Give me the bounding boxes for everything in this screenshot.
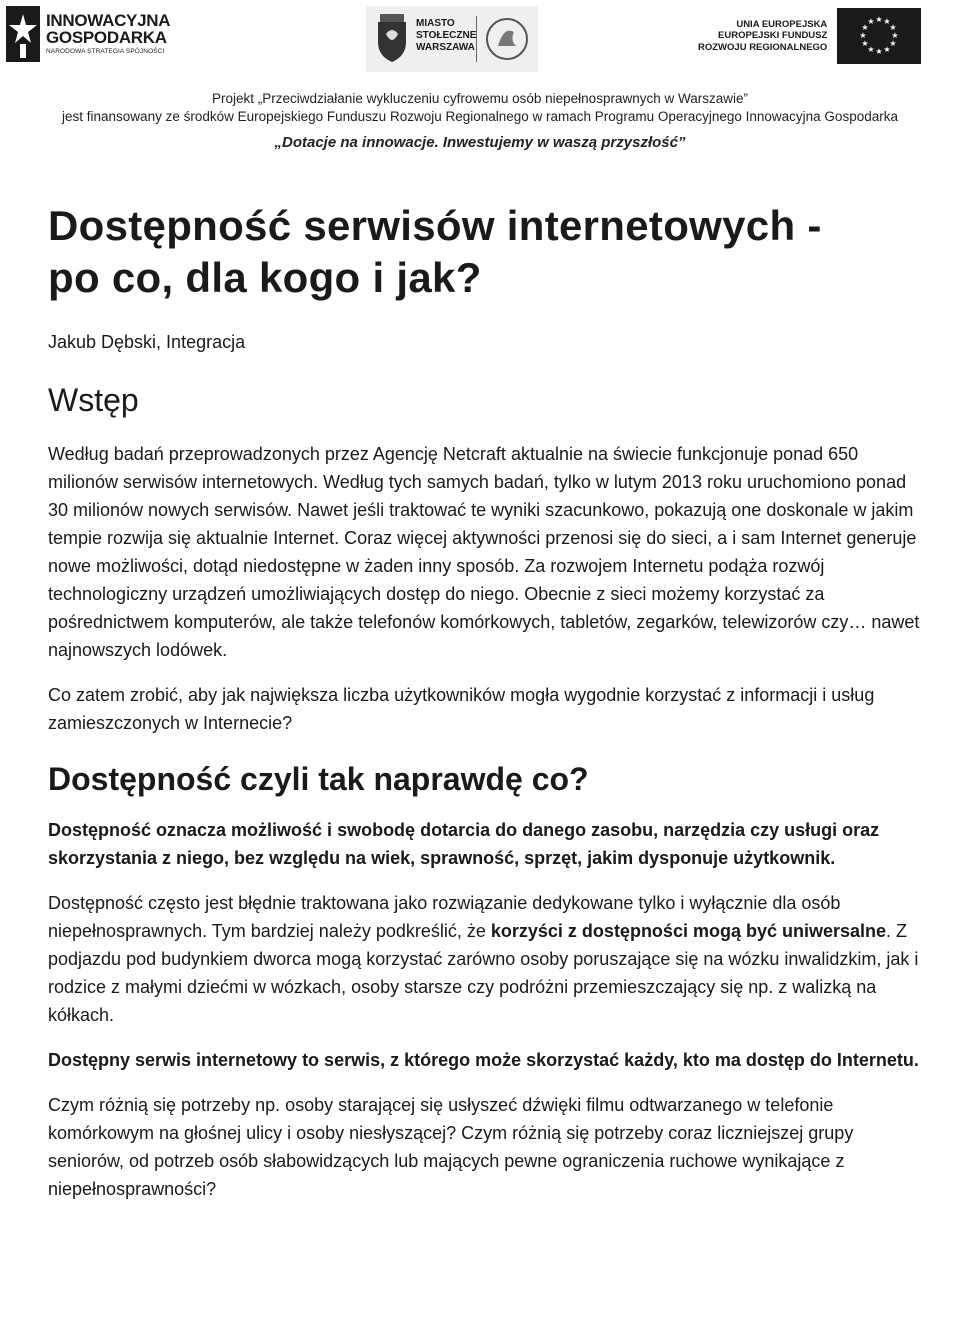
paragraph-needs: Czym różnią się potrzeby np. osoby starającej się usłyszeć dźwięki filmu odtwarzanego w telefonie komórkowym na głośnej ulicy i osoby niesłyszącej? Czym różnią się potrzeby coraz liczniejszej grupy seniorów, od potrzeb osób słabowidzących lub mających pewne ograniczenia ruchowe wynikające z niepełnosprawności? bbox=[48, 1095, 854, 1199]
funding-note: jest finansowany ze środków Europejskiego Funduszu Rozwoju Regionalnego w ramach Programu Operacyjnego Innowacyjna Gospodarka bbox=[62, 109, 898, 124]
logo-text-stoleczne: STOŁECZNE bbox=[416, 30, 477, 41]
section-heading-accessibility: Dostępność czyli tak naprawdę co? bbox=[48, 761, 589, 797]
paragraph-intro-1: Według badań przeprowadzonych przez Agencję Netcraft aktualnie na świecie funkcjonuje ponad 650 milionów serwisów internetowych. Według tych samych badań, tylko w lutym 2013 roku uruchomiono ponad 30 milionów nowych serwisów. Nawet jeśli traktować te wyniki szacunkowo, pokazują one doskonale w jakim tempie rozwija się aktualnie Internet. Coraz więcej aktywności przenosi się do sieci, a i sam Internet generuje nowe możliwości, dotąd niedostępne w żaden inny sposób. Za rozwojem Internetu podąża rozwój technologiczny urządzeń umożliwiających dostęp do niego. Obecnie z sieci możemy korzystać za pośrednictwem komputerów, ale także telefonów komórkowych, tabletów, zegarków, telewizorów czy… nawet najnowszych lodówek. bbox=[48, 444, 920, 660]
logo-text-ue: UNIA EUROPEJSKA bbox=[736, 18, 828, 30]
svg-text:★: ★ bbox=[891, 31, 899, 40]
definition-text: Dostępność oznacza możliwość i swobodę dotarcia do danego zasobu, narzędzia czy usługi oraz skorzystania z niego, bez względu na wiek, sprawność, sprzęt, jakim dysponuje użytkownik. bbox=[48, 820, 880, 868]
logo-text-efrr1: EUROPEJSKI FUNDUSZ bbox=[718, 30, 828, 42]
document-body bbox=[48, 200, 928, 1203]
mermaid-badge-icon bbox=[484, 16, 530, 62]
svg-text:★: ★ bbox=[875, 15, 883, 24]
svg-text:★: ★ bbox=[883, 45, 891, 54]
svg-text:★: ★ bbox=[861, 39, 869, 48]
svg-text:★: ★ bbox=[867, 45, 875, 54]
paragraph-universal-part2: . Z podjazdu pod budynkiem dworca mogą korzystać zarówno osoby poruszające się na wózku inwalidzkim, jak i rodzice z małymi dziećmi w wózkach, osoby starsze czy podróżni przemieszczający się np. z walizką na kółkach. bbox=[48, 921, 919, 1025]
svg-text:★: ★ bbox=[867, 17, 875, 26]
logo-divider bbox=[476, 16, 477, 62]
svg-text:★: ★ bbox=[889, 39, 897, 48]
logo-text-gospodarka: GOSPODARKA bbox=[46, 28, 167, 48]
author: Jakub Dębski, Integracja bbox=[48, 332, 246, 352]
logo-text-warszawa: WARSZAWA bbox=[416, 42, 475, 53]
logo-text-nss: NARODOWA STRATEGIA SPÓJNOŚCI bbox=[46, 48, 165, 56]
project-info bbox=[0, 90, 960, 126]
project-title: Projekt „Przeciwdziałanie wykluczeniu cyfrowemu osób niepełnosprawnych w Warszawie” bbox=[212, 91, 748, 106]
motto: „Dotacje na innowacje. Inwestujemy w waszą przyszłość” bbox=[274, 134, 686, 151]
eu-flag-icon bbox=[837, 8, 921, 64]
svg-text:★: ★ bbox=[861, 23, 869, 32]
innowacyjna-gospodarka-logo bbox=[6, 6, 170, 62]
definition-text-2: Dostępny serwis internetowy to serwis, z którego może skorzystać każdy, kto ma dostęp do Internetu. bbox=[48, 1050, 919, 1070]
section-heading-intro: Wstęp bbox=[48, 382, 139, 418]
svg-text:★: ★ bbox=[889, 23, 897, 32]
logo-text-efrr2: ROZWOJU REGIONALNEGO bbox=[698, 41, 828, 53]
title-line-1: Dostępność serwisów internetowych - bbox=[48, 202, 822, 249]
svg-text:★: ★ bbox=[883, 17, 891, 26]
definition-paragraph bbox=[48, 816, 928, 872]
warszawa-logo bbox=[366, 6, 538, 72]
paragraph-universal bbox=[48, 889, 928, 1029]
unia-europejska-logo bbox=[698, 8, 921, 64]
svg-text:★: ★ bbox=[875, 47, 883, 56]
title-line-2: po co, dla kogo i jak? bbox=[48, 254, 482, 301]
logo-text-innowacyjna: INNOWACYJNA bbox=[46, 11, 171, 31]
header-logos bbox=[0, 0, 960, 78]
star-figure-icon bbox=[6, 6, 40, 62]
svg-text:★: ★ bbox=[859, 31, 867, 40]
warsaw-crest-icon bbox=[374, 12, 410, 64]
logo-text-miasto: MIASTO bbox=[416, 18, 455, 29]
paragraph-universal-bold: korzyści z dostępności mogą być uniwersalne bbox=[490, 921, 887, 941]
paragraph-intro-2: Co zatem zrobić, aby jak największa liczba użytkowników mogła wygodnie korzystać z informacji i usług zamieszczonych w Internecie? bbox=[48, 685, 875, 733]
document-title bbox=[48, 200, 928, 304]
paragraph-universal-part1: Dostępność często jest błędnie traktowana jako rozwiązanie dedykowane tylko i wyłącznie dla osób niepełnosprawnych. Tym bardziej należy podkreślić, że bbox=[48, 893, 841, 941]
definition-paragraph-2 bbox=[48, 1046, 928, 1074]
